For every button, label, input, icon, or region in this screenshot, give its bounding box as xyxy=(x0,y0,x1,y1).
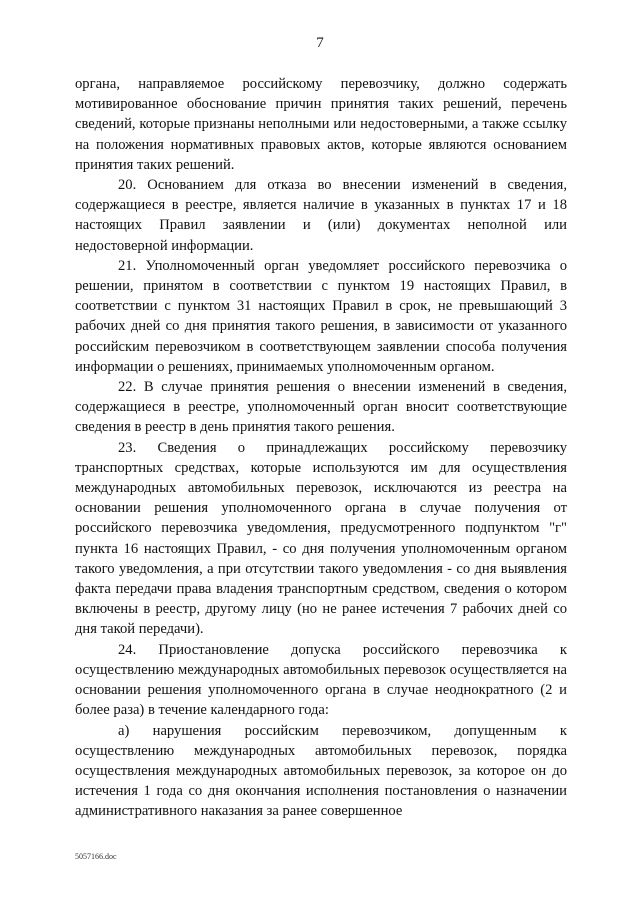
paragraph-22: 22. В случае принятия решения о внесении изменений в сведения, содержащиеся в реестре, уполномоченный орган вносит соответствующие сведения в реестр в день принятия такого решения. xyxy=(75,379,567,436)
page-number: 7 xyxy=(316,35,324,51)
footer-document-ref: 5057166.doc xyxy=(75,852,117,861)
paragraph-20: 20. Основанием для отказа во внесении изменений в сведения, содержащиеся в реестре, является наличие в указанных в пунктах 17 и 18 настоящих Правил заявлении и (или) документах неполной или недостоверной информации. xyxy=(75,177,567,254)
paragraph-24-item-a: а) нарушения российским перевозчиком, допущенным к осуществлению международных автомобильных перевозок, порядка осуществления международных автомобильных перевозок, за которое он до истечения 1 года со дня окончания исполнения постановления о назначении административного наказания за ранее совершенное xyxy=(75,722,567,820)
paragraph-24: 24. Приостановление допуска российского перевозчика к осуществлению международных автомобильных перевозок осуществляется на основании решения уполномоченного органа в случае неоднократного (2 и более раза) в течение календарного года: xyxy=(75,641,567,719)
paragraph-23: 23. Сведения о принадлежащих российскому перевозчику транспортных средствах, которые используются им для осуществления международных автомобильных перевозок, исключаются из реестра на основании решения уполномоченного органа в случае получения от российского перевозчика уведомления, предусмотренного подпунктом "г" пункта 16 настоящих Правил, - со дня получения уполномоченным органом такого уведомления, а при отсутствии такого уведомления - со дня выявления факта передачи права владения транспортным средством, сведения о котором включены в реестр, другому лицу (но не ранее истечения 7 рабочих дней со дня такой передачи). xyxy=(75,439,567,638)
document-body xyxy=(75,74,567,822)
paragraph-21: 21. Уполномоченный орган уведомляет российского перевозчика о решении, принятом в соответствии с пунктом 19 настоящих Правил, в соответствии с пунктом 31 настоящих Правил в срок, не превышающий 3 рабочих дней со дня принятия такого решения, в зависимости от указанного российским перевозчиком в соответствующем заявлении способа получения информации о решениях, принимаемых уполномоченным органом. xyxy=(75,257,567,375)
paragraph-continuation: органа, направляемое российскому перевозчику, должно содержать мотивированное обоснование причин принятия таких решений, перечень сведений, которые признаны неполными или недостоверными, а также ссылку на положения нормативных правовых актов, которые являются основанием принятия таких решений. xyxy=(75,76,567,173)
